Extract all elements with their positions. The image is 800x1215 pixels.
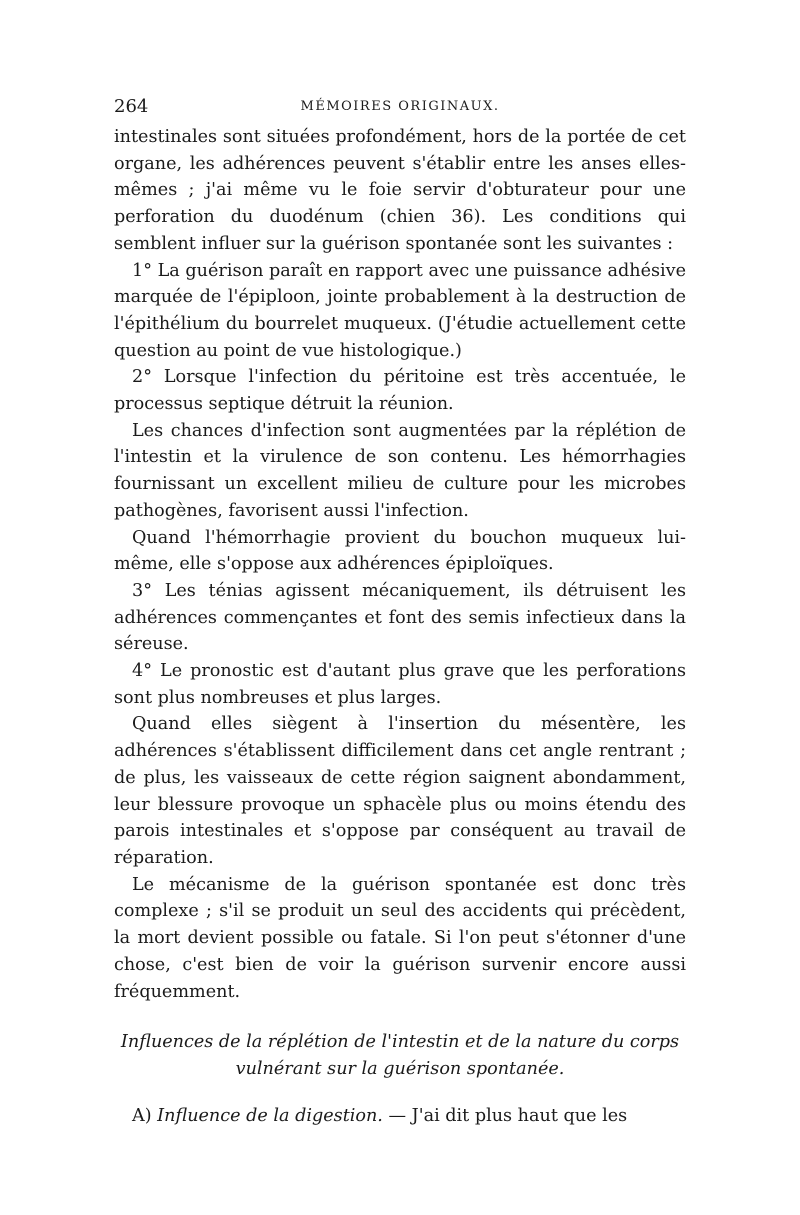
subsection-label: A) bbox=[132, 1105, 158, 1126]
paragraph: intestinales sont situées profondément, hors de la portée de cet organe, les adhérences peuvent s'établir entre les anses elles-mêmes ; j'ai même vu le foie servir d'obturateur pour une perforation du duodénum (chien 36). Les conditions qui semblent influer sur la guérison spontanée sont les suivantes : bbox=[114, 127, 686, 254]
paragraph: Quand elles siègent à l'insertion du mésentère, les adhérences s'établissent difficilement dans cet angle rentrant ; de plus, les vaisseaux de cette région saignent abondamment, leur blessure provoque un sphacèle plus ou moins étendu des parois intestinales et s'oppose par conséquent au travail de réparation. bbox=[114, 714, 686, 868]
subsection-text: — J'ai dit plus haut que les bbox=[382, 1105, 628, 1126]
paragraph: 3° Les ténias agissent mécaniquement, ils détruisent les adhérences commençantes et font des semis infectieux dans la séreuse. bbox=[114, 580, 686, 655]
paragraph: Le mécanisme de la guérison spontanée est donc très complexe ; s'il se produit un seul des accidents qui précèdent, la mort devient possible ou fatale. Si l'on peut s'étonner d'une chose, c'est bien de voir la guérison survenir encore aussi fréquemment. bbox=[114, 874, 686, 1002]
section-heading-line: vulnérant sur la guérison spontanée. bbox=[235, 1058, 565, 1079]
page-header bbox=[114, 96, 686, 124]
page bbox=[114, 96, 686, 1129]
paragraph: 1° La guérison paraît en rapport avec une puissance adhésive marquée de l'épiploon, jointe probablement à la destruction de l'épithélium du bourrelet muqueux. (J'étudie actuellement cette question au point de vue histologique.) bbox=[114, 260, 686, 361]
running-head: MÉMOIRES ORIGINAUX. bbox=[300, 99, 500, 114]
paragraph: Les chances d'infection sont augmentées par la réplétion de l'intestin et la virulence de son contenu. Les hémorrhagies fournissant un excellent milieu de culture pour les microbes pathogènes, favorisent aussi l'infection. bbox=[114, 420, 686, 521]
section-heading bbox=[114, 1029, 686, 1082]
paragraph: 2° Lorsque l'infection du péritoine est très accentuée, le processus septique détruit la réunion. bbox=[114, 367, 686, 415]
paragraph: Quand l'hémorrhagie provient du bouchon muqueux lui-même, elle s'oppose aux adhérences épiploïques. bbox=[114, 527, 686, 575]
subsection-paragraph bbox=[114, 1103, 686, 1130]
body-text bbox=[114, 124, 686, 1129]
section-heading-line: Influences de la réplétion de l'intestin et de la nature du corps bbox=[120, 1032, 680, 1053]
page-number: 264 bbox=[114, 96, 149, 117]
paragraph: 4° Le pronostic est d'autant plus grave que les perforations sont plus nombreuses et plus larges. bbox=[114, 661, 686, 708]
subsection-title: Influence de la digestion. bbox=[157, 1105, 383, 1126]
